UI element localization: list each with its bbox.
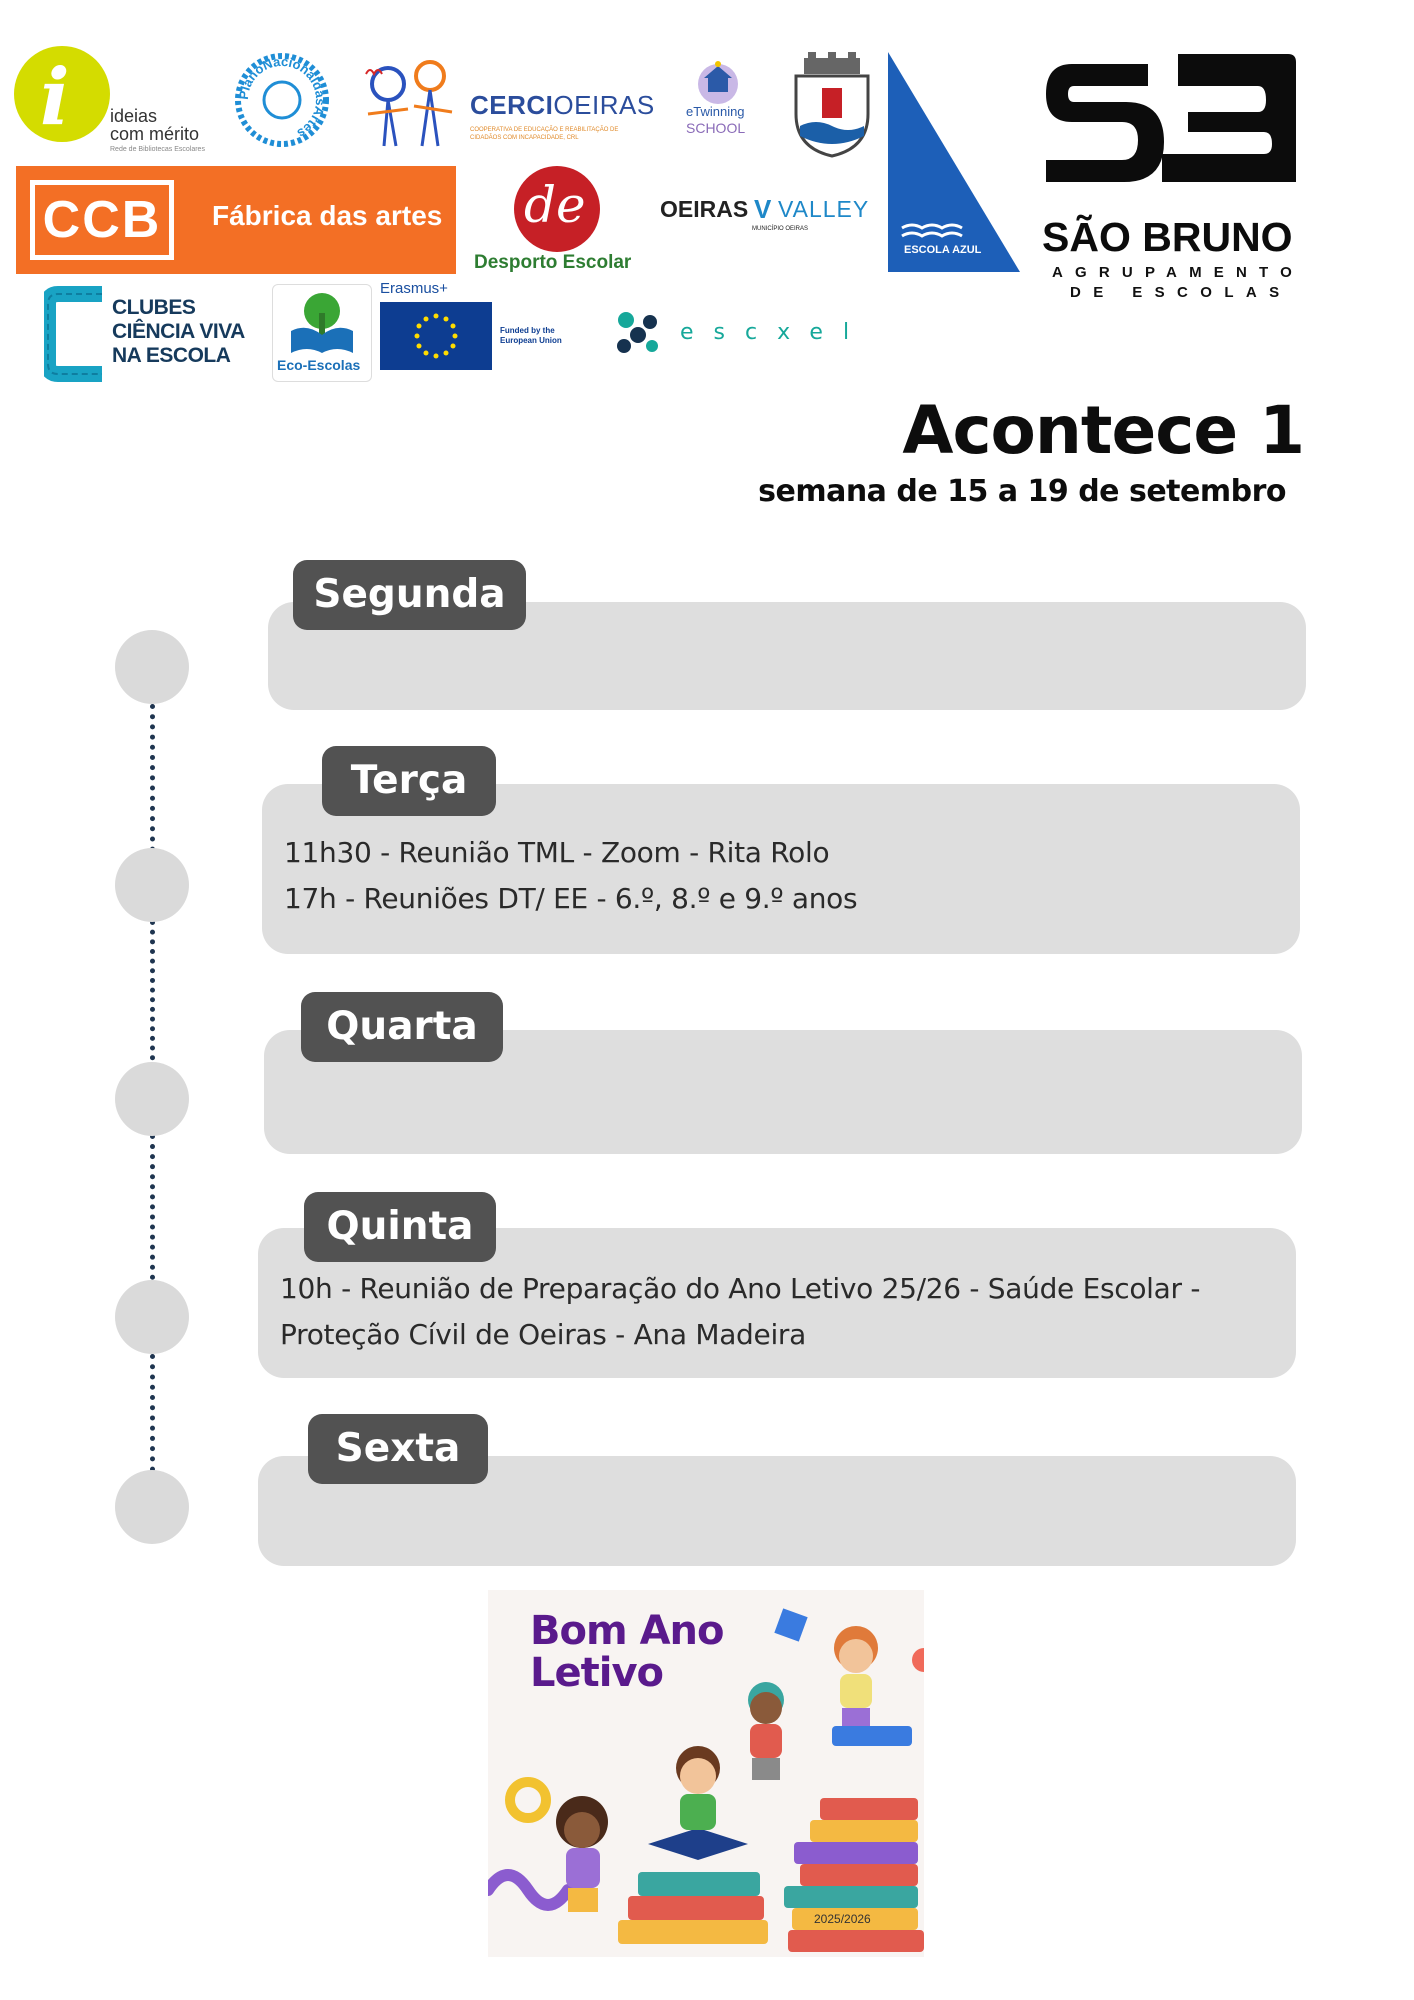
event-line: 10h - Reunião de Preparação do Ano Letivo 25/26 - Saúde Escolar - xyxy=(280,1272,1201,1305)
ccb-fabrica-das-artes-logo xyxy=(16,166,456,274)
ideias-line3: Rede de Bibliotecas Escolares xyxy=(110,146,205,153)
escola-azul-text: ESCOLA AZUL xyxy=(904,244,982,256)
banner-line1: Bom Ano xyxy=(530,1608,724,1654)
escxel-logo xyxy=(612,308,870,358)
erasmus-funded1: Funded by the xyxy=(500,326,555,335)
sao-bruno-sub1: AGRUPAMENTO xyxy=(1052,264,1304,281)
plano-nacional-artes-logo xyxy=(232,50,332,150)
eco-escolas-logo xyxy=(272,284,372,382)
ideias-com-merito-logo xyxy=(14,46,224,156)
ccb-name: Fábrica das artes xyxy=(212,200,443,231)
etwinning-logo xyxy=(678,60,758,140)
timeline-connector xyxy=(150,704,155,862)
oeiras-right: VALLEY xyxy=(778,196,870,222)
event-line: Proteção Cívil de Oeiras - Ana Madeira xyxy=(280,1318,807,1351)
event-line: 17h - Reuniões DT/ EE - 6.º, 8.º e 9.º anos xyxy=(284,882,858,915)
sao-bruno-logo xyxy=(1038,50,1308,304)
escxel-text: escxel xyxy=(680,320,870,345)
oeiras-v: V xyxy=(754,194,772,224)
desporto-escolar-logo xyxy=(472,166,642,278)
escola-azul-logo xyxy=(888,52,1020,272)
banner-year: 2025/2026 xyxy=(814,1912,871,1926)
timeline-connector xyxy=(150,1134,155,1290)
day-label-terca: Terça xyxy=(322,746,496,816)
sb-mark-icon xyxy=(1038,50,1300,192)
timeline-dot xyxy=(115,848,189,922)
erasmus-funded2: European Union xyxy=(500,336,562,345)
art-figures-logo xyxy=(360,54,460,154)
day-label-quarta: Quarta xyxy=(301,992,503,1062)
desporto-mark: de xyxy=(524,176,586,234)
oeiras-sub: MUNICÍPIO OEIRAS xyxy=(752,226,809,232)
ccb-box: CCB xyxy=(30,180,174,260)
ideias-line2: com mérito xyxy=(110,124,200,144)
banner-line2: Letivo xyxy=(530,1650,664,1696)
timeline-dot xyxy=(115,1470,189,1544)
erasmus-label: Erasmus+ xyxy=(380,280,448,297)
cerci-sub: COOPERATIVA DE EDUCAÇÃO E REABILITAÇÃO DE CIDADÃOS COM INCAPACIDADE, CRL xyxy=(470,127,619,141)
day-label-segunda: Segunda xyxy=(293,560,526,630)
day-label-sexta: Sexta xyxy=(308,1414,488,1484)
banner-title xyxy=(530,1610,724,1694)
ideias-letter: i xyxy=(40,52,70,143)
timeline-dot xyxy=(115,1062,189,1136)
cerci-bold: CERCI xyxy=(470,90,554,120)
escxel-dots-icon xyxy=(612,308,664,358)
bom-ano-letivo-banner xyxy=(488,1590,924,1957)
day-label-quinta: Quinta xyxy=(304,1192,496,1262)
eco-escolas-text: Eco-Escolas xyxy=(277,357,361,373)
timeline-dot xyxy=(115,630,189,704)
event-line: 11h30 - Reunião TML - Zoom - Rita Rolo xyxy=(284,836,830,869)
eco-tree-icon xyxy=(287,291,357,355)
eu-flag-icon xyxy=(380,302,492,370)
clubes-line3: NA ESCOLA xyxy=(112,344,231,367)
clubes-c-icon xyxy=(44,286,106,382)
etwinning-line2: SCHOOL xyxy=(686,120,746,136)
clubes-ciencia-viva-logo xyxy=(44,282,244,382)
timeline-connector xyxy=(150,920,155,1070)
etwinning-line1: eTwinning xyxy=(686,104,745,119)
oeiras-coat-of-arms-icon xyxy=(786,52,878,158)
cercioeiras-logo xyxy=(470,90,655,150)
sao-bruno-sub2: DE ESCOLAS xyxy=(1070,284,1292,301)
erasmus-plus-logo xyxy=(378,280,578,370)
page-subtitle: semana de 15 a 19 de setembro xyxy=(758,474,1286,509)
page-title: Acontece 1 xyxy=(902,392,1304,469)
ideias-line1: ideias xyxy=(110,106,158,126)
oeiras-left: OEIRAS xyxy=(660,196,749,222)
timeline-dot xyxy=(115,1280,189,1354)
cerci-light: OEIRAS xyxy=(553,90,655,120)
timeline-connector xyxy=(150,1354,155,1482)
clubes-line1: CLUBES xyxy=(112,296,196,319)
clubes-line2: CIÊNCIA VIVA xyxy=(112,320,245,343)
oeiras-valley-logo xyxy=(660,194,870,244)
sao-bruno-name: SÃO BRUNO xyxy=(1042,214,1293,260)
pna-text: PlanoNacionaldasArtes xyxy=(235,53,329,142)
desporto-name: Desporto Escolar xyxy=(474,252,632,273)
